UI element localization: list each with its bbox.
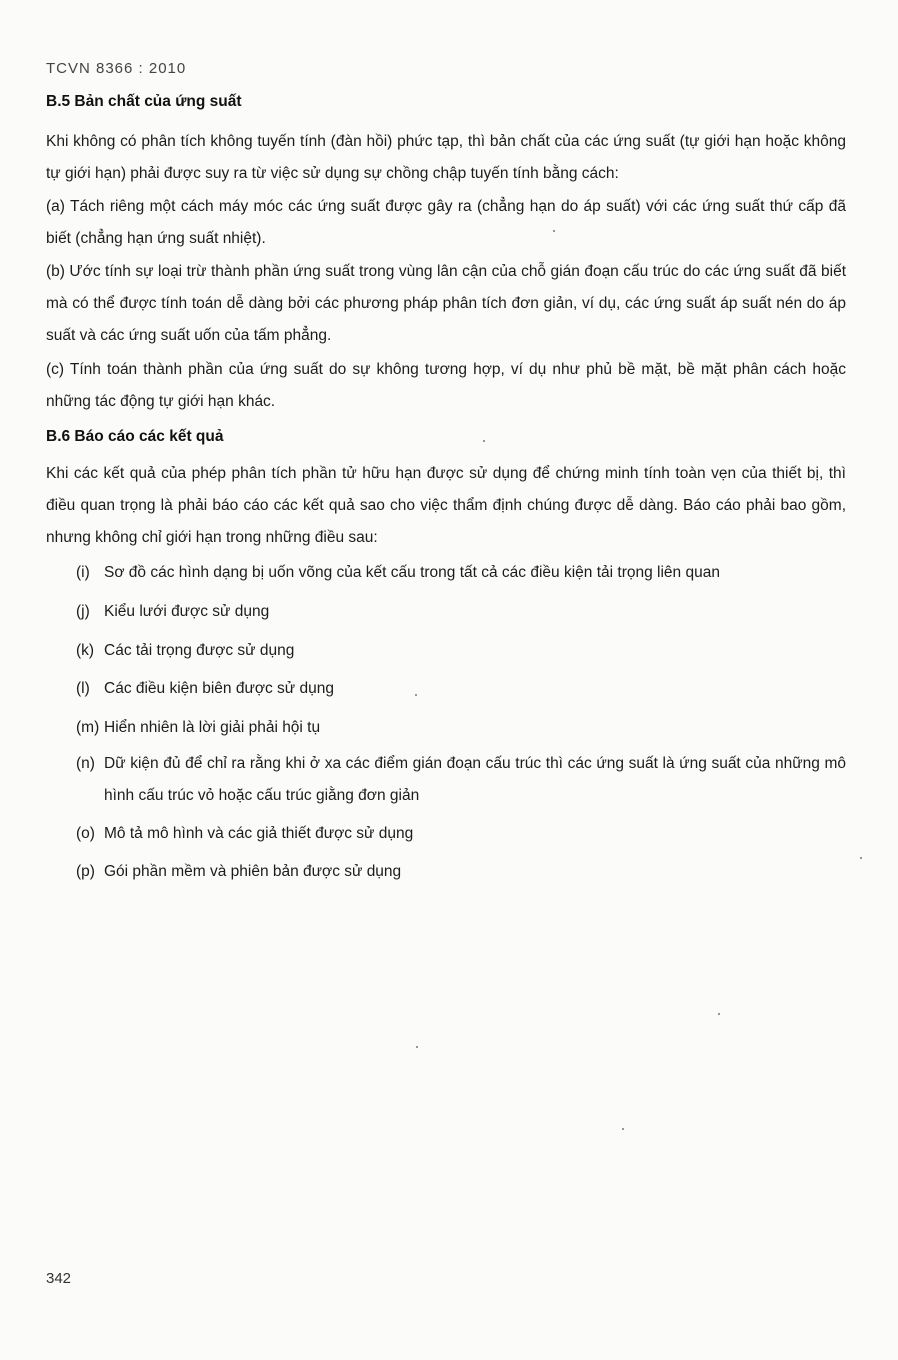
list-item-text: Kiểu lưới được sử dụng xyxy=(104,603,270,620)
list-item-l xyxy=(76,673,334,705)
list-item-m xyxy=(76,712,320,744)
list-item-label: (l) xyxy=(76,680,90,697)
list-item-text: Sơ đồ các hình dạng bị uốn võng của kết cấu trong tất cả các điều kiện tải trọng liên quan xyxy=(104,564,720,581)
section-b6-intro: Khi các kết quả của phép phân tích phần tử hữu hạn được sử dụng để chứng minh tính toàn vẹn của thiết bị, thì điều quan trọng là phải báo cáo các kết quả sao cho việc thẩm định chúng được dễ dàng. Báo cáo phải bao gồm, nhưng không chỉ giới hạn trong những điều sau: xyxy=(46,465,846,546)
scan-speck xyxy=(860,857,862,859)
list-item-i xyxy=(76,557,720,589)
list-item-label: (n) xyxy=(76,755,95,772)
section-b5-item-b: (b) Ước tính sự loại trừ thành phần ứng suất trong vùng lân cận của chỗ gián đoạn cấu trúc do các ứng suất đã biết mà có thể được tính toán dễ dàng bởi các phương pháp phân tích đơn giản, ví dụ, các ứng suất áp suất nén do áp suất và các ứng suất uốn của tấm phẳng. xyxy=(46,263,846,344)
section-b6-title: B.6 Báo cáo các kết quả xyxy=(46,428,224,445)
list-item-label: (o) xyxy=(76,825,95,842)
list-item-text: Mô tả mô hình và các giả thiết được sử dụng xyxy=(104,825,414,842)
scan-speck xyxy=(415,694,417,696)
scan-speck xyxy=(483,440,485,442)
list-item-p xyxy=(76,856,401,888)
list-item-text: Các tải trọng được sử dụng xyxy=(104,642,295,659)
list-item-label: (j) xyxy=(76,603,90,620)
page-number: 342 xyxy=(46,1270,72,1287)
list-item-o xyxy=(76,818,413,850)
list-item-text: Hiển nhiên là lời giải phải hội tụ xyxy=(104,719,321,736)
list-item-text: Dữ kiện đủ để chỉ ra rằng khi ở xa các điểm gián đoạn cấu trúc thì các ứng suất là ứng suất của những mô hình cấu trúc vỏ hoặc cấu trúc giằng đơn giản xyxy=(104,755,846,804)
section-b5-item-a: (a) Tách riêng một cách máy móc các ứng suất được gây ra (chẳng hạn do áp suất) với các ứng suất thứ cấp đã biết (chẳng hạn ứng suất nhiệt). xyxy=(46,198,846,247)
section-b5-item-c: (c) Tính toán thành phần của ứng suất do sự không tương hợp, ví dụ như phủ bề mặt, bề mặt phân cách hoặc những tác động tự giới hạn khác. xyxy=(46,361,846,410)
list-item-k xyxy=(76,635,294,667)
list-item-label: (k) xyxy=(76,642,95,659)
section-b5-title: B.5 Bản chất của ứng suất xyxy=(46,93,242,110)
scan-speck xyxy=(718,1013,720,1015)
list-item-j xyxy=(76,596,269,628)
list-item-text: Gói phần mềm và phiên bản được sử dụng xyxy=(104,863,402,880)
list-item-label: (i) xyxy=(76,564,90,581)
standard-header: TCVN 8366 : 2010 xyxy=(46,60,187,77)
scan-speck xyxy=(416,1046,418,1048)
list-item-n xyxy=(76,748,846,812)
list-item-label: (m) xyxy=(76,719,100,736)
scan-speck xyxy=(622,1128,624,1130)
scan-speck xyxy=(553,230,555,232)
list-item-text: Các điều kiện biên được sử dụng xyxy=(104,680,334,697)
list-item-label: (p) xyxy=(76,863,95,880)
section-b5-intro: Khi không có phân tích không tuyến tính (đàn hồi) phức tạp, thì bản chất của các ứng suất (tự giới hạn hoặc không tự giới hạn) phải được suy ra từ việc sử dụng sự chồng chập tuyến tính bằng cách: xyxy=(46,133,846,182)
